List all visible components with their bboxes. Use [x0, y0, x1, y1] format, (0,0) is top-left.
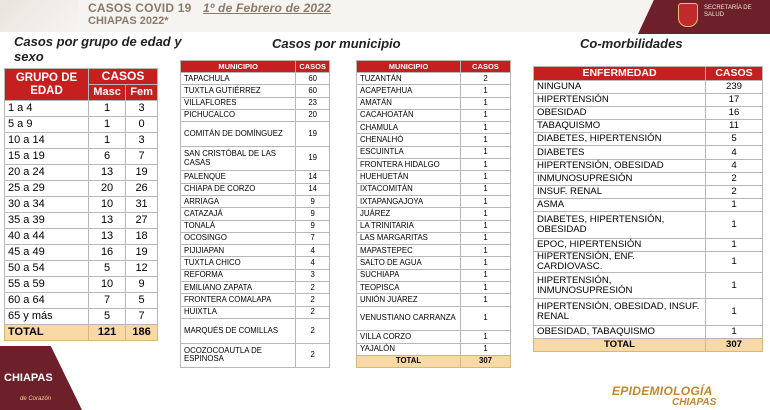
enfermedad-cases: 16 — [706, 106, 763, 119]
table-row — [357, 245, 511, 257]
table-row — [357, 159, 511, 171]
enfermedad-cases: 4 — [706, 146, 763, 159]
age-section-title: Casos por grupo de edad y sexo — [14, 34, 182, 64]
table-row — [5, 261, 158, 277]
municipio-name: TUZANTÁN — [357, 73, 461, 85]
age-group-cell: 20 a 24 — [5, 165, 89, 181]
municipio-name: SAN CRISTÓBAL DE LAS CASAS — [181, 146, 296, 171]
enfermedad-name: OBESIDAD — [534, 106, 706, 119]
table-row — [357, 294, 511, 306]
municipio-name: TUXTLA CHICO — [181, 257, 296, 269]
table-row — [5, 181, 158, 197]
fem-value: 9 — [126, 277, 158, 293]
table-row — [5, 245, 158, 261]
municipio-name: CHAMULA — [357, 122, 461, 134]
enfermedad-name: HIPERTENSIÓN — [534, 93, 706, 106]
masc-value: 13 — [89, 229, 126, 245]
table-row — [534, 172, 763, 185]
enfermedad-name: DIABETES, HIPERTENSIÓN, OBESIDAD — [534, 212, 706, 238]
municipio-header: MUNICIPIO — [181, 61, 296, 73]
municipio-cases: 1 — [461, 220, 511, 232]
header-decoration — [0, 0, 78, 32]
municipio-cases: 1 — [461, 109, 511, 121]
table-row — [534, 325, 763, 338]
municipio-name: FRONTERA COMALAPA — [181, 294, 296, 306]
masc-value: 13 — [89, 165, 126, 181]
enfermedad-cases: 1 — [706, 325, 763, 338]
table-row — [181, 183, 330, 195]
table-row — [181, 220, 330, 232]
fem-value: 7 — [126, 309, 158, 325]
table-row — [534, 120, 763, 133]
table-row — [181, 318, 330, 343]
age-group-cell: 65 y más — [5, 309, 89, 325]
table-row — [181, 146, 330, 171]
municipio-name: UNIÓN JUÁREZ — [357, 294, 461, 306]
total-fem: 186 — [126, 325, 158, 341]
municipio-cases: 1 — [461, 122, 511, 134]
total-value: 307 — [706, 339, 763, 352]
municipio-name: MARQUÉS DE COMILLAS — [181, 318, 296, 343]
age-masc-header: Masc — [89, 85, 126, 101]
municipio-cases: 9 — [296, 220, 330, 232]
enfermedad-cases: 239 — [706, 80, 763, 93]
table-row — [181, 195, 330, 207]
table-row — [5, 149, 158, 165]
age-table — [4, 68, 158, 341]
enfermedad-cases: 17 — [706, 93, 763, 106]
enfermedad-name: OBESIDAD, TABAQUISMO — [534, 325, 706, 338]
enfermedad-cases: 5 — [706, 133, 763, 146]
masc-value: 5 — [89, 309, 126, 325]
municipio-name: REFORMA — [181, 269, 296, 281]
municipio-name: IXTAPANGAJOYA — [357, 195, 461, 207]
fem-value: 3 — [126, 101, 158, 117]
municipio-cases: 2 — [296, 294, 330, 306]
table-row — [357, 109, 511, 121]
total-row — [357, 355, 511, 367]
municipio-name: CACAHOATÁN — [357, 109, 461, 121]
table-row — [181, 306, 330, 318]
municipio-name: SUCHIAPA — [357, 269, 461, 281]
age-group-cell: 10 a 14 — [5, 133, 89, 149]
table-row — [5, 197, 158, 213]
table-row — [357, 331, 511, 343]
municipio-cases: 20 — [296, 109, 330, 121]
age-group-cell: 50 a 54 — [5, 261, 89, 277]
table-row — [5, 293, 158, 309]
fem-value: 0 — [126, 117, 158, 133]
masc-value: 16 — [89, 245, 126, 261]
municipio-cases: 1 — [461, 183, 511, 195]
age-group-cell: 25 a 29 — [5, 181, 89, 197]
enfermedad-cases: 2 — [706, 186, 763, 199]
municipio-name: OCOSINGO — [181, 232, 296, 244]
enfermedad-name: DIABETES — [534, 146, 706, 159]
municipio-cases: 14 — [296, 183, 330, 195]
table-row — [181, 269, 330, 281]
municipio-name: TAPACHULA — [181, 73, 296, 85]
municipio-name: FRONTERA HIDALGO — [357, 159, 461, 171]
municipio-header: MUNICIPIO — [357, 61, 461, 73]
age-group-cell: 1 a 4 — [5, 101, 89, 117]
table-row — [357, 73, 511, 85]
enfermedad-name: HIPERTENSIÓN, INMUNOSUPRESIÓN — [534, 273, 706, 299]
enfermedad-name: HIPERTENSIÓN, OBESIDAD, INSUF. RENAL — [534, 299, 706, 325]
municipio-cases: 1 — [461, 146, 511, 158]
table-row — [181, 122, 330, 147]
municipio-cases: 4 — [296, 245, 330, 257]
shield-icon — [678, 3, 698, 27]
table-row — [357, 282, 511, 294]
municipio-name: HUIXTLA — [181, 306, 296, 318]
municipio-name: COMITÁN DE DOMÍNGUEZ — [181, 122, 296, 147]
fem-value: 26 — [126, 181, 158, 197]
table-row — [181, 343, 330, 368]
municipio-name: PALENQUE — [181, 171, 296, 183]
fem-value: 19 — [126, 165, 158, 181]
municipio-name: MAPASTEPEC — [357, 245, 461, 257]
municipio-name: JUÁREZ — [357, 208, 461, 220]
table-row — [534, 199, 763, 212]
municipio-cases: 1 — [461, 159, 511, 171]
chiapas-logo-sub: de Corazón — [20, 396, 52, 402]
municipio-name: PICHUCALCO — [181, 109, 296, 121]
age-group-cell: 60 a 64 — [5, 293, 89, 309]
table-row — [534, 186, 763, 199]
enfermedad-cases: 1 — [706, 273, 763, 299]
fem-value: 7 — [126, 149, 158, 165]
casos-header: CASOS — [461, 61, 511, 73]
masc-value: 10 — [89, 197, 126, 213]
total-label: TOTAL — [534, 339, 706, 352]
municipio-cases: 2 — [296, 282, 330, 294]
fem-value: 19 — [126, 245, 158, 261]
masc-value: 10 — [89, 277, 126, 293]
enfermedad-cases: 1 — [706, 251, 763, 272]
table-row — [357, 97, 511, 109]
municipio-name: OCOZOCOAUTLA DE ESPINOSA — [181, 343, 296, 368]
table-row — [534, 146, 763, 159]
comorb-section-title: Co-morbilidades — [580, 36, 683, 51]
enfermedad-name: EPOC, HIPERTENSIÓN — [534, 238, 706, 251]
age-group-cell: 55 a 59 — [5, 277, 89, 293]
enfermedad-name: INMUNOSUPRESIÓN — [534, 172, 706, 185]
table-row — [5, 133, 158, 149]
municipio-name: CHENALHÓ — [357, 134, 461, 146]
municipio-cases: 9 — [296, 195, 330, 207]
enfermedad-cases: 1 — [706, 299, 763, 325]
table-row — [534, 251, 763, 272]
municipio-name: EMILIANO ZAPATA — [181, 282, 296, 294]
municipio-name: CHIAPA DE CORZO — [181, 183, 296, 195]
age-group-cell: 5 a 9 — [5, 117, 89, 133]
municipio-cases: 1 — [461, 171, 511, 183]
municipio-cases: 23 — [296, 97, 330, 109]
municipio-cases: 1 — [461, 257, 511, 269]
age-group-cell: 35 a 39 — [5, 213, 89, 229]
municipio-name: HUEHUETÁN — [357, 171, 461, 183]
table-row — [357, 134, 511, 146]
table-row — [534, 133, 763, 146]
municipio-name: ESCUINTLA — [357, 146, 461, 158]
masc-value: 5 — [89, 261, 126, 277]
fem-value: 27 — [126, 213, 158, 229]
municipio-name: LAS MARGARITAS — [357, 232, 461, 244]
table-row — [534, 299, 763, 325]
enfermedad-name: TABAQUISMO — [534, 120, 706, 133]
municipio-cases: 2 — [461, 73, 511, 85]
municipio-name: TUXTLA GUTIÉRREZ — [181, 85, 296, 97]
table-row — [181, 245, 330, 257]
table-row — [357, 306, 511, 331]
table-row — [181, 257, 330, 269]
epidemiologia-logo-sub: CHIAPAS — [672, 397, 717, 408]
municipio-cases: 3 — [296, 269, 330, 281]
municipio-cases: 1 — [461, 331, 511, 343]
municipio-cases: 9 — [296, 208, 330, 220]
enfermedad-cases: 11 — [706, 120, 763, 133]
table-row — [357, 122, 511, 134]
total-value: 307 — [461, 355, 511, 367]
municipio-name: TEOPISCA — [357, 282, 461, 294]
enfermedad-cases: 1 — [706, 238, 763, 251]
municipio-cases: 1 — [461, 282, 511, 294]
table-row — [5, 101, 158, 117]
table-row — [357, 171, 511, 183]
municipio-cases: 2 — [296, 306, 330, 318]
epidemiologia-logo: EPIDEMIOLOGÍA — [612, 384, 713, 398]
table-row — [357, 183, 511, 195]
page-subtitle: CHIAPAS 2022* — [88, 15, 169, 27]
chiapas-logo-text: CHIAPAS — [4, 372, 53, 384]
table-row — [357, 220, 511, 232]
table-row — [357, 232, 511, 244]
table-row — [357, 146, 511, 158]
municipio-name: ACAPETAHUA — [357, 85, 461, 97]
municipio-cases: 1 — [461, 97, 511, 109]
casos-header: CASOS — [706, 67, 763, 81]
municipio-cases: 2 — [296, 343, 330, 368]
municipio-cases: 14 — [296, 171, 330, 183]
table-row — [5, 213, 158, 229]
secretaria-logo-text: SECRETARÍA DE SALUD — [704, 5, 752, 18]
municipio-name: CATAZAJÁ — [181, 208, 296, 220]
fem-value: 31 — [126, 197, 158, 213]
municipio-cases: 1 — [461, 195, 511, 207]
table-row — [357, 208, 511, 220]
municipio-cases: 1 — [461, 232, 511, 244]
table-row — [181, 208, 330, 220]
table-row — [181, 85, 330, 97]
enfermedad-cases: 1 — [706, 199, 763, 212]
age-group-cell: 45 a 49 — [5, 245, 89, 261]
municipio-cases: 60 — [296, 73, 330, 85]
table-row — [181, 73, 330, 85]
page-title — [88, 1, 331, 15]
municipio-name: VENUSTIANO CARRANZA — [357, 306, 461, 331]
fem-value: 3 — [126, 133, 158, 149]
table-row — [534, 93, 763, 106]
fem-value: 18 — [126, 229, 158, 245]
comorbidity-table — [533, 66, 763, 352]
table-row — [181, 97, 330, 109]
table-row — [357, 85, 511, 97]
municipio-cases: 1 — [461, 245, 511, 257]
enfermedad-name: HIPERTENSIÓN, OBESIDAD — [534, 159, 706, 172]
enfermedad-cases: 4 — [706, 159, 763, 172]
municipio-cases: 1 — [461, 343, 511, 355]
municipio-name: TONALÁ — [181, 220, 296, 232]
municipio-cases: 60 — [296, 85, 330, 97]
total-masc: 121 — [89, 325, 126, 341]
enfermedad-cases: 2 — [706, 172, 763, 185]
total-label: TOTAL — [5, 325, 89, 341]
table-row — [534, 238, 763, 251]
municipio-name: PIJIJIAPAN — [181, 245, 296, 257]
municipio-name: IXTACOMITÁN — [357, 183, 461, 195]
municipio-cases: 1 — [461, 208, 511, 220]
title-text: CASOS COVID 19 — [88, 1, 192, 15]
total-row — [534, 339, 763, 352]
table-row — [357, 257, 511, 269]
municipio-cases: 2 — [296, 318, 330, 343]
municipio-name: ARRIAGA — [181, 195, 296, 207]
age-group-header: GRUPO DE EDAD — [5, 69, 89, 101]
enfermedad-name: NINGUNA — [534, 80, 706, 93]
municipio-cases: 1 — [461, 85, 511, 97]
masc-value: 7 — [89, 293, 126, 309]
municipio-cases: 1 — [461, 306, 511, 331]
table-row — [181, 171, 330, 183]
municipality-table-right — [356, 60, 511, 368]
municipio-name: LA TRINITARIA — [357, 220, 461, 232]
table-row — [357, 343, 511, 355]
masc-value: 1 — [89, 133, 126, 149]
enfermedad-header: ENFERMEDAD — [534, 67, 706, 81]
table-row — [357, 195, 511, 207]
table-row — [357, 269, 511, 281]
table-row — [5, 309, 158, 325]
masc-value: 20 — [89, 181, 126, 197]
table-row — [534, 80, 763, 93]
masc-value: 1 — [89, 101, 126, 117]
table-row — [534, 106, 763, 119]
enfermedad-cases: 1 — [706, 212, 763, 238]
municipio-name: YAJALÓN — [357, 343, 461, 355]
age-group-cell: 15 a 19 — [5, 149, 89, 165]
age-group-cell: 40 a 44 — [5, 229, 89, 245]
municipality-table-left — [180, 60, 330, 368]
municipio-cases: 7 — [296, 232, 330, 244]
muni-section-title: Casos por municipio — [272, 36, 401, 51]
masc-value: 6 — [89, 149, 126, 165]
fem-value: 12 — [126, 261, 158, 277]
municipio-cases: 4 — [296, 257, 330, 269]
table-row — [534, 273, 763, 299]
table-row — [181, 232, 330, 244]
table-row — [181, 294, 330, 306]
enfermedad-name: INSUF. RENAL — [534, 186, 706, 199]
age-cases-header: CASOS — [89, 69, 158, 85]
municipio-cases: 1 — [461, 269, 511, 281]
table-row — [5, 277, 158, 293]
age-group-cell: 30 a 34 — [5, 197, 89, 213]
total-row — [5, 325, 158, 341]
municipio-cases: 1 — [461, 294, 511, 306]
table-row — [181, 109, 330, 121]
municipio-cases: 19 — [296, 146, 330, 171]
total-label: TOTAL — [357, 355, 461, 367]
municipio-cases: 19 — [296, 122, 330, 147]
municipio-name: VILLA CORZO — [357, 331, 461, 343]
enfermedad-name: ASMA — [534, 199, 706, 212]
masc-value: 1 — [89, 117, 126, 133]
table-row — [181, 282, 330, 294]
enfermedad-name: DIABETES, HIPERTENSIÓN — [534, 133, 706, 146]
enfermedad-name: HIPERTENSIÓN, ENF. CARDIOVASC. — [534, 251, 706, 272]
table-row — [534, 159, 763, 172]
title-date: 1º de Febrero de 2022 — [203, 1, 332, 15]
table-row — [534, 212, 763, 238]
age-fem-header: Fem — [126, 85, 158, 101]
casos-header: CASOS — [296, 61, 330, 73]
municipio-cases: 1 — [461, 134, 511, 146]
municipio-name: SALTO DE AGUA — [357, 257, 461, 269]
municipio-name: AMATÁN — [357, 97, 461, 109]
municipio-name: VILLAFLORES — [181, 97, 296, 109]
table-row — [5, 117, 158, 133]
table-row — [5, 229, 158, 245]
fem-value: 5 — [126, 293, 158, 309]
table-row — [5, 165, 158, 181]
masc-value: 13 — [89, 213, 126, 229]
